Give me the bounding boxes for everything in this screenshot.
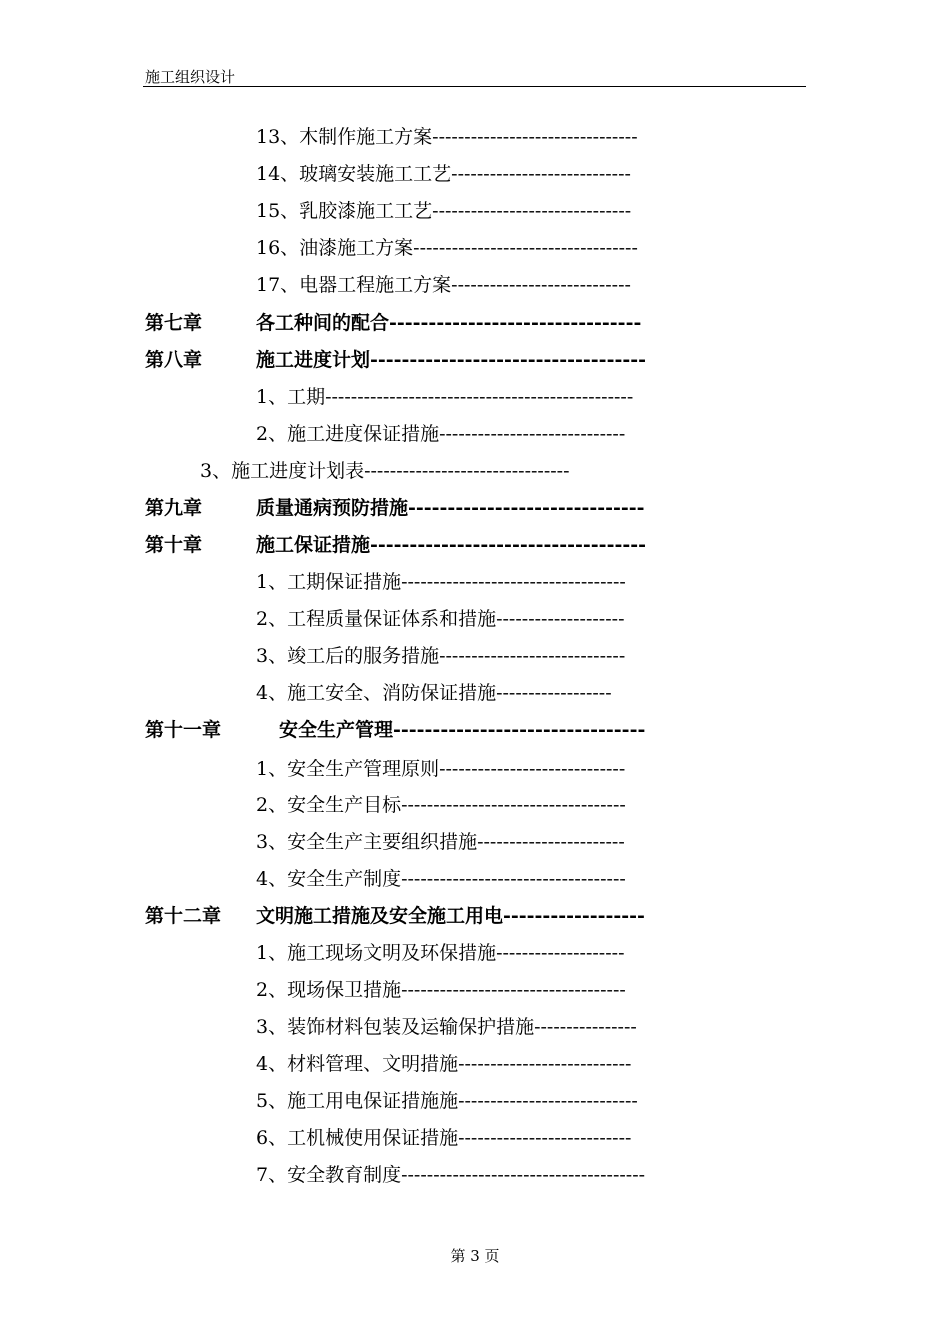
toc-entry [256, 1052, 631, 1076]
toc-entry [256, 236, 638, 260]
chapter-title: 安全生产管理-------------------------------- [279, 719, 646, 741]
toc-entry-text: 4、施工安全、消防保证措施------------------ [256, 682, 612, 704]
chapter-title: 文明施工措施及安全施工用电------------------ [256, 905, 645, 927]
chapter-number: 第七章 [145, 312, 203, 334]
toc-entry [256, 978, 626, 1002]
chapter-number: 第十章 [145, 534, 203, 556]
toc-entry [256, 867, 626, 891]
toc-entry-text: 5、施工用电保证措施施---------------------------- [256, 1090, 638, 1112]
toc-entry-text: 2、工程质量保证体系和措施-------------------- [256, 608, 625, 630]
chapter-title: 各工种间的配合-------------------------------- [256, 312, 642, 334]
toc-entry [256, 1126, 631, 1150]
toc-entry-text: 2、施工进度保证措施----------------------------- [256, 423, 626, 445]
header-rule [143, 86, 806, 87]
toc-entry [256, 125, 638, 149]
toc-entry [256, 273, 631, 297]
toc-entry-text: 1、工期------------------------------------------------ [256, 386, 634, 408]
toc-entry-text: 14、玻璃安装施工工艺---------------------------- [256, 163, 631, 185]
chapter-number: 第十二章 [145, 905, 222, 927]
toc-entry [256, 681, 612, 705]
chapter-number: 第九章 [145, 497, 203, 519]
toc-entry-text: 2、安全生产目标----------------------------------- [256, 794, 626, 816]
toc-entry-text: 4、材料管理、文明措施--------------------------- [256, 1053, 632, 1075]
toc-entry [256, 607, 625, 631]
toc-entry-text: 6、工机械使用保证措施--------------------------- [256, 1127, 632, 1149]
toc-entry [256, 1015, 637, 1039]
chapter-number: 第八章 [145, 349, 203, 371]
toc-entry-text: 1、工期保证措施----------------------------------- [256, 571, 626, 593]
header-title: 施工组织设计 [145, 68, 236, 86]
toc-entry-text: 3、竣工后的服务措施----------------------------- [256, 645, 626, 667]
toc-entry-text: 2、现场保卫措施----------------------------------- [256, 979, 626, 1001]
toc-entry-text: 4、安全生产制度----------------------------------- [256, 868, 626, 890]
toc-entry [256, 830, 625, 854]
toc-entry [256, 1089, 638, 1113]
toc-entry-text: 1、施工现场文明及环保措施-------------------- [256, 942, 625, 964]
toc-entry [256, 757, 625, 781]
toc-entry [256, 570, 626, 594]
toc-entry [256, 162, 631, 186]
chapter-title: 质量通病预防措施------------------------------ [256, 497, 645, 519]
toc-entry [256, 793, 626, 817]
chapter-number: 第十一章 [145, 719, 222, 741]
toc-entry [256, 422, 625, 446]
toc-entry-text: 13、木制作施工方案-------------------------------- [256, 126, 638, 148]
toc-entry-text: 3、装饰材料包装及运输保护措施---------------- [256, 1016, 637, 1038]
chapter-title: 施工进度计划----------------------------------- [256, 349, 647, 371]
toc-entry [256, 1163, 645, 1187]
toc-entry [256, 199, 631, 223]
toc-entry-text: 15、乳胶漆施工工艺------------------------------- [256, 200, 632, 222]
chapter-title: 施工保证措施----------------------------------- [256, 534, 647, 556]
toc-entry-text: 3、安全生产主要组织措施----------------------- [256, 831, 625, 853]
toc-entry-text: 17、电器工程施工方案---------------------------- [256, 274, 631, 296]
toc-entry-text: 3、施工进度计划表-------------------------------- [200, 460, 570, 482]
toc-entry-text: 16、油漆施工方案----------------------------------- [256, 237, 638, 259]
toc-entry [256, 941, 625, 965]
toc-entry-text: 7、安全教育制度-------------------------------------- [256, 1164, 646, 1186]
toc-entry [256, 644, 625, 668]
toc-entry-text: 1、安全生产管理原则----------------------------- [256, 758, 626, 780]
toc-entry [256, 385, 633, 409]
page-number: 第 3 页 [450, 1247, 500, 1265]
toc-entry [200, 459, 570, 483]
